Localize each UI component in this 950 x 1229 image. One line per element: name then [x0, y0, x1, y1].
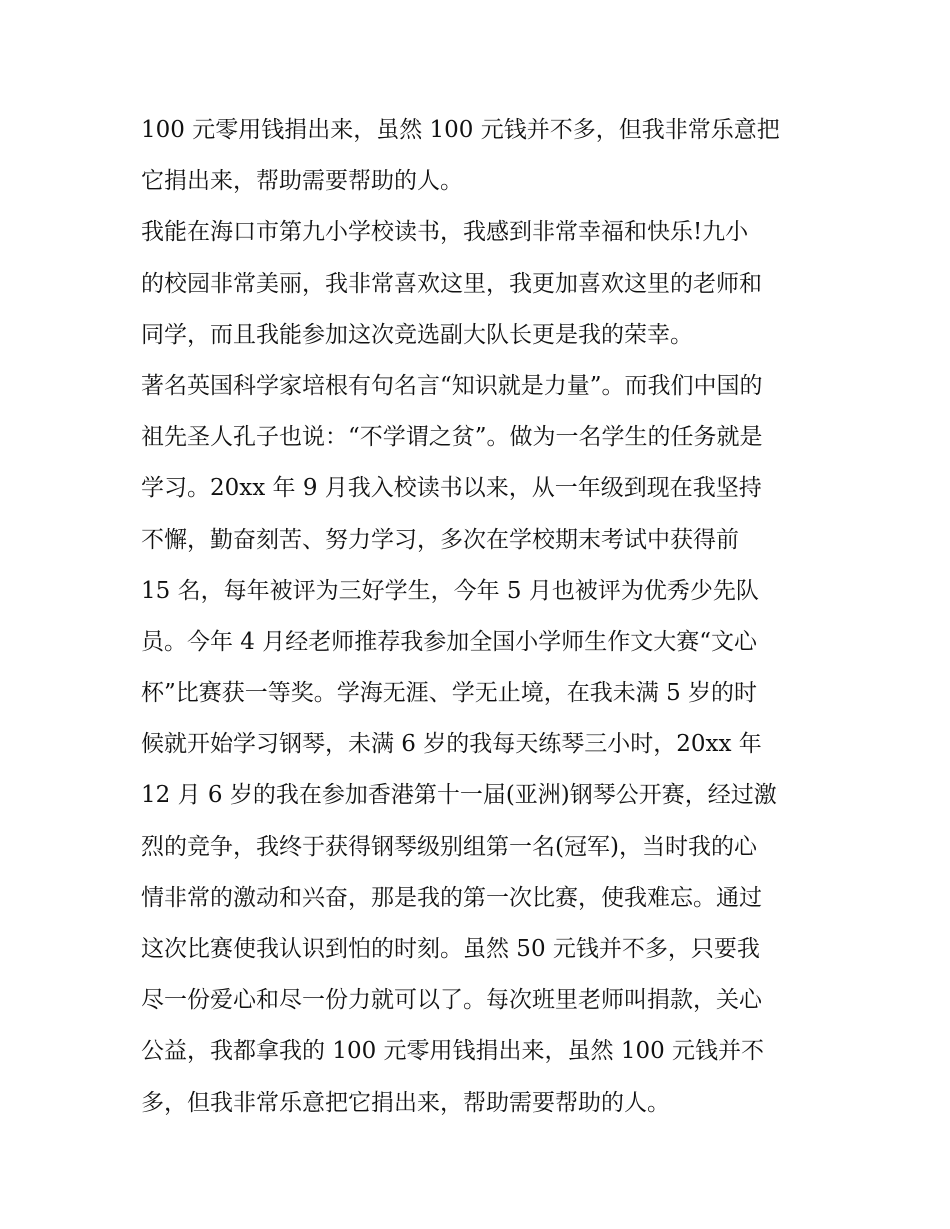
text-line: 这次比赛使我认识到怕的时刻。虽然 50 元钱并不多，只要我	[141, 936, 760, 962]
text-line: 同学，而且我能参加这次竞选副大队长更是我的荣幸。	[141, 321, 693, 348]
text-line: 候就开始学习钢琴，未满 6 岁的我每天练琴三小时，20xx 年	[141, 731, 762, 758]
text-line: 它捐出来，帮助需要帮助的人。	[141, 168, 463, 195]
text-line: 著名英国科学家培根有句名言“知识就是力量”。而我们中国的	[141, 372, 763, 399]
text-line: 烈的竞争，我终于获得钢琴级别组第一名(冠军)，当时我的心	[141, 833, 757, 860]
text-line: 情非常的激动和兴奋，那是我的第一次比赛，使我难忘。通过	[141, 884, 762, 911]
text-line: 不懈，勤奋刻苦、努力学习，多次在学校期末考试中获得前	[141, 526, 739, 553]
text-line: 学习。20xx 年 9 月我入校读书以来，从一年级到现在我坚持	[141, 475, 762, 502]
text-line: 杯”比赛获一等奖。学海无涯、学无止境，在我未满 5 岁的时	[141, 680, 758, 707]
text-line: 15 名，每年被评为三好学生，今年 5 月也被评为优秀少先队	[141, 577, 759, 604]
text-line: 员。今年 4 月经老师推荐我参加全国小学师生作文大赛“文心	[141, 628, 758, 655]
text-line: 我能在海口市第九小学校读书，我感到非常幸福和快乐!九小	[141, 219, 749, 246]
text-line: 的校园非常美丽，我非常喜欢这里，我更加喜欢这里的老师和	[141, 270, 762, 297]
text-line: 祖先圣人孔子也说：“不学谓之贫”。做为一名学生的任务就是	[141, 424, 763, 451]
text-line: 100 元零用钱捐出来，虽然 100 元钱并不多，但我非常乐意把	[141, 117, 780, 143]
text-line: 多，但我非常乐意把它捐出来，帮助需要帮助的人。	[141, 1089, 670, 1116]
text-line: 公益，我都拿我的 100 元零用钱捐出来，虽然 100 元钱并不	[141, 1038, 765, 1065]
text-line: 尽一份爱心和尽一份力就可以了。每次班里老师叫捐款，关心	[141, 987, 762, 1014]
text-line: 12 月 6 岁的我在参加香港第十一届(亚洲)钢琴公开赛，经过激	[141, 782, 777, 809]
body-text	[141, 105, 821, 1129]
